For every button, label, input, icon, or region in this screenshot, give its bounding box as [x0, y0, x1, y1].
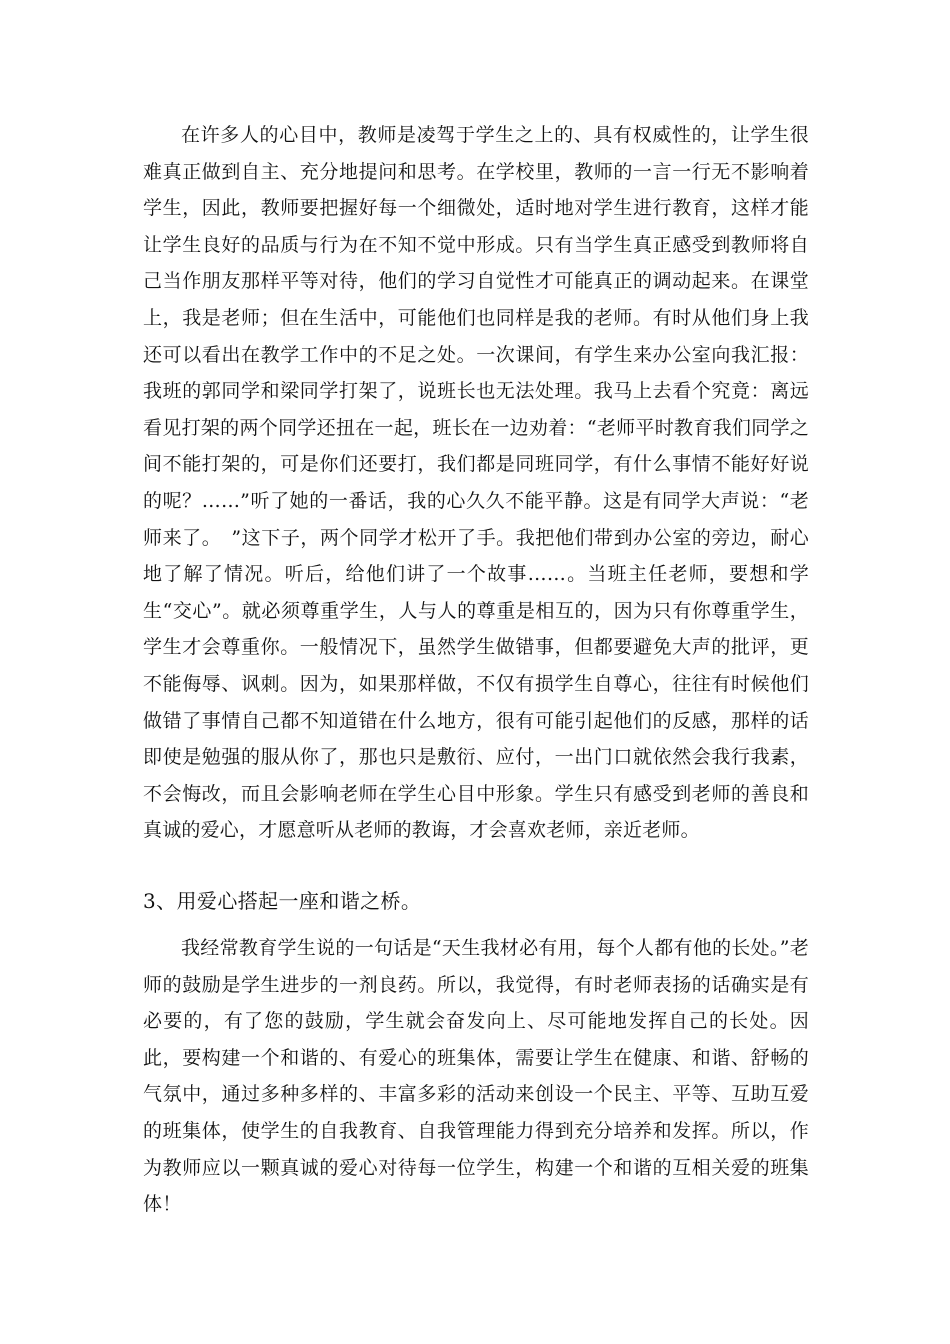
- body-paragraph-2: [143, 930, 809, 1223]
- paragraph-text: 在许多人的心目中，教师是凌驾于学生之上的、具有权威性的，让学生很难真正做到自主、充分地提问和思考。在学校里，教师的一言一行无不影响着学生，因此，教师要把握好每一个细微处，适时地对学生进行教育，这样才能让学生良好的品质与行为在不知不觉中形成。只有当学生真正感受到教师将自己当作朋友那样平等对待，他们的学习自觉性才可能真正的调动起来。在课堂上，我是老师；但在生活中，可能他们也同样是我的老师。有时从他们身上我还可以看出在教学工作中的不足之处。一次课间，有学生来办公室向我汇报：我班的郭同学和梁同学打架了，说班长也无法处理。我马上去看个究竟：离远看见打架的两个同学还扭在一起，班长在一边劝着：“老师平时教育我们同学之间不能打架的，可是你们还要打，我们都是同班同学，有什么事情不能好好说的呢？……”听了她的一番话，我的心久久不能平静。这是有同学大声说：“老师来了。 ”这下子，两个同学才松开了手。我把他们带到办公室的旁边，耐心地了解了情况。听后，给他们讲了一个故事……。当班主任老师，要想和学生“交心”。就必须尊重学生，人与人的尊重是相互的，因为只有你尊重学生，学生才会尊重你。一般情况下，虽然学生做错事，但都要避免大声的批评，更不能侮辱、讽刺。因为，如果那样做，不仅有损学生自尊心，往往有时候他们做错了事情自己都不知道错在什么地方，很有可能引起他们的反感，那样的话即使是勉强的服从你了，那也只是敷衍、应付，一出门口就依然会我行我素，不会悔改，而且会影响老师在学生心目中形象。学生只有感受到老师的善良和真诚的爱心，才愿意听从老师的教诲，才会喜欢老师，亲近老师。: [143, 124, 809, 842]
- section-heading-3: [143, 883, 809, 920]
- paragraph-text: 我经常教育学生说的一句话是“天生我材必有用，每个人都有他的长处。”老师的鼓励是学生进步的一剂良药。所以，我觉得，有时老师表扬的话确实是有必要的，有了您的鼓励，学生就会奋发向上、尽可能地发挥自己的长处。因此，要构建一个和谐的、有爱心的班集体，需要让学生在健康、和谐、舒畅的气氛中，通过多种多样的、丰富多彩的活动来创设一个民主、平等、互助互爱的班集体，使学生的自我教育、自我管理能力得到充分培养和发挥。所以，作为教师应以一颗真诚的爱心对待每一位学生，构建一个和谐的互相关爱的班集体！: [143, 937, 809, 1216]
- body-paragraph-1: [143, 117, 809, 849]
- heading-text: 3、用爱心搭起一座和谐之桥。: [143, 889, 422, 913]
